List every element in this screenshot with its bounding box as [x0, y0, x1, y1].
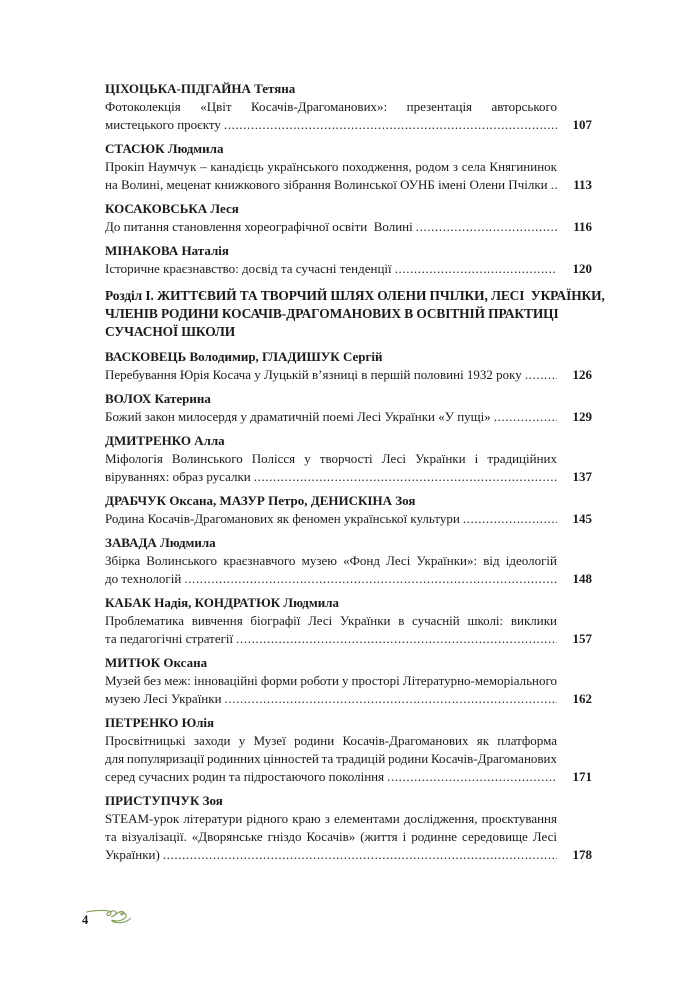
toc-entry-page-number: 113: [573, 177, 592, 192]
dotted-leader: [163, 846, 557, 864]
toc-entry: [105, 348, 592, 384]
toc-entry: [105, 792, 592, 864]
toc-entry-page-number: 129: [572, 409, 592, 424]
toc-entry-title-line: Міфологія Волинського Полісся у творчості Лесі Українки і традиційних: [105, 451, 557, 466]
dotted-leader: [463, 510, 557, 528]
toc-entry-leader-row: [105, 260, 592, 278]
section-heading-line: СУЧАСНОЇ ШКОЛИ: [105, 324, 236, 339]
toc-entry-title-end: Родина Косачів-Драгоманових як феномен української культури: [105, 511, 460, 526]
toc-entry: [105, 432, 592, 486]
toc-entry-page-number: 171: [572, 769, 592, 784]
toc-entry-page-number: 116: [573, 219, 592, 234]
toc-entry-authors: МІНАКОВА Наталія: [105, 243, 229, 258]
toc-entry-title-end: мистецького проєкту: [105, 117, 221, 132]
dotted-leader: [254, 468, 557, 486]
toc-entry-title-line: Прокіп Наумчук – канадієць українського походження, родом з села Княгининок: [105, 159, 557, 174]
toc-entry-leader-row: [105, 690, 592, 708]
toc-entry-title-line: Просвітницькі заходи у Музеї родини Косачів-Драгоманових як платформа: [105, 733, 557, 748]
toc-entry-title-end: та педагогічні стратегії: [105, 631, 234, 646]
toc-entry: [105, 654, 592, 708]
toc-entry: [105, 390, 592, 426]
toc-entry: [105, 80, 592, 134]
toc-entry: [105, 242, 592, 278]
toc-entry-authors: ЗАВАДА Людмила: [105, 535, 216, 550]
toc-entry-title-line: для популяризації родинних цінностей та традицій родини Косачів-Драгоманових: [105, 751, 557, 766]
toc-entry-leader-row: [105, 510, 592, 528]
toc-entry-title-line: STEAM-урок літератури рідного краю з елементами дослідження, проєктування: [105, 811, 557, 826]
toc-entry-title-line: Збірка Волинського краєзнавчого музею «Фонд Лесі Українки»: від ідеологій: [105, 553, 557, 568]
toc-entry-authors: КАБАК Надія, КОНДРАТЮК Людмила: [105, 595, 340, 610]
toc-entry-leader-row: [105, 468, 592, 486]
toc-entry-authors: ПРИСТУПЧУК Зоя: [105, 793, 223, 808]
toc-entry-leader-row: [105, 846, 592, 864]
toc-entry-title-end: музею Лесі Українки: [105, 691, 222, 706]
toc-entry-page-number: 157: [572, 631, 592, 646]
toc-entry: [105, 534, 592, 588]
toc-entry-page-number: 148: [572, 571, 592, 586]
toc-entry-leader-row: [105, 218, 592, 236]
toc-entry-authors: МИТЮК Оксана: [105, 655, 208, 670]
toc-entry-title-end: Українки): [105, 847, 160, 862]
dotted-leader: [525, 366, 557, 384]
toc-entry-title-end: на Волині, меценат книжкового зібрання Волинської ОУНБ імені Олени Пчілки: [105, 177, 548, 192]
toc-entry-page-number: 162: [572, 691, 592, 706]
section-heading: [105, 287, 605, 341]
dotted-leader: [395, 260, 557, 278]
toc-entry-authors: КОСАКОВСЬКА Леся: [105, 201, 239, 216]
toc-entry-title-end: серед сучасних родин та підростаючого покоління: [105, 769, 385, 784]
dotted-leader: [236, 630, 557, 648]
folio-page-number: 4: [82, 913, 89, 927]
toc-entry-authors: ДРАБЧУК Оксана, МАЗУР Петро, ДЕНИСКІНА Зоя: [105, 493, 416, 508]
toc-entry-title-end: Перебування Юрія Косача у Луцькій в’язниці в першій половині 1932 року: [105, 367, 522, 382]
footer-flourish-icon: [85, 904, 133, 930]
toc-entry: [105, 492, 592, 528]
toc-entry-authors: ВАСКОВЕЦЬ Володимир, ГЛАДИШУК Сергій: [105, 349, 383, 364]
toc-entry-leader-row: [105, 630, 592, 648]
toc-entry-leader-row: [105, 768, 592, 786]
toc-entry-title-end: віруваннях: образ русалки: [105, 469, 251, 484]
toc-entry-title-end: до технологій: [105, 571, 182, 586]
toc-entry-title-end: Божий закон милосердя у драматичній поемі Лесі Українки «У пущі»: [105, 409, 491, 424]
toc-list: [105, 80, 605, 870]
toc-entry: [105, 140, 592, 194]
dotted-leader: [184, 570, 557, 588]
toc-entry-leader-row: [105, 408, 592, 426]
toc-entry-page-number: 137: [572, 469, 592, 484]
footer-flourish-stroke: [87, 910, 131, 922]
dotted-leader: [416, 218, 557, 236]
toc-entry-title-end: До питання становлення хореографічної освіти Волині: [105, 219, 413, 234]
toc-entry-title-line: та візуалізації. «Дворянське гніздо Косачів» (життя і родинне середовище Лесі: [105, 829, 557, 844]
toc-entry-authors: ЦІХОЦЬКА-ПІДГАЙНА Тетяна: [105, 81, 296, 96]
toc-entry-title-line: Музей без меж: інноваційні форми роботи у просторі Літературно-меморіального: [105, 673, 557, 688]
toc-entry-page-number: 120: [572, 261, 592, 276]
toc-entry: [105, 594, 592, 648]
toc-entry-page-number: 107: [572, 117, 592, 132]
toc-entry-title-end: Історичне краєзнавство: досвід та сучасні тенденції: [105, 261, 392, 276]
page-footer: [82, 904, 146, 936]
toc-entry-page-number: 145: [572, 511, 592, 526]
toc-entry-title-line: Проблематика вивчення біографії Лесі Українки в сучасній школі: виклики: [105, 613, 557, 628]
toc-entry-leader-row: [105, 116, 592, 134]
toc-entry-authors: СТАСЮК Людмила: [105, 141, 224, 156]
section-heading-line: ЧЛЕНІВ РОДИНИ КОСАЧІВ-ДРАГОМАНОВИХ В ОСВІТНІЙ ПРАКТИЦІ: [105, 306, 559, 321]
toc-entry-leader-row: [105, 570, 592, 588]
toc-entry-title-line: Фотоколекція «Цвіт Косачів-Драгоманових»: презентація авторського: [105, 99, 557, 114]
toc-entry-leader-row: [105, 366, 592, 384]
toc-entry-authors: ДМИТРЕНКО Алла: [105, 433, 225, 448]
toc-entry-authors: ПЕТРЕНКО Юлія: [105, 715, 215, 730]
dotted-leader: [224, 116, 557, 134]
section-heading-line: Розділ І. ЖИТТЄВИЙ ТА ТВОРЧИЙ ШЛЯХ ОЛЕНИ ПЧІЛКИ, ЛЕСІ УКРАЇНКИ,: [105, 288, 605, 303]
toc-entry: [105, 714, 592, 786]
toc-entry-page-number: 178: [572, 847, 592, 862]
dotted-leader: [225, 690, 557, 708]
dotted-leader: [494, 408, 557, 426]
toc-entry-leader-row: [105, 176, 592, 194]
toc-entry-authors: ВОЛОХ Катерина: [105, 391, 211, 406]
toc-entry-page-number: 126: [572, 367, 592, 382]
dotted-leader: [387, 768, 557, 786]
toc-entry: [105, 200, 592, 236]
